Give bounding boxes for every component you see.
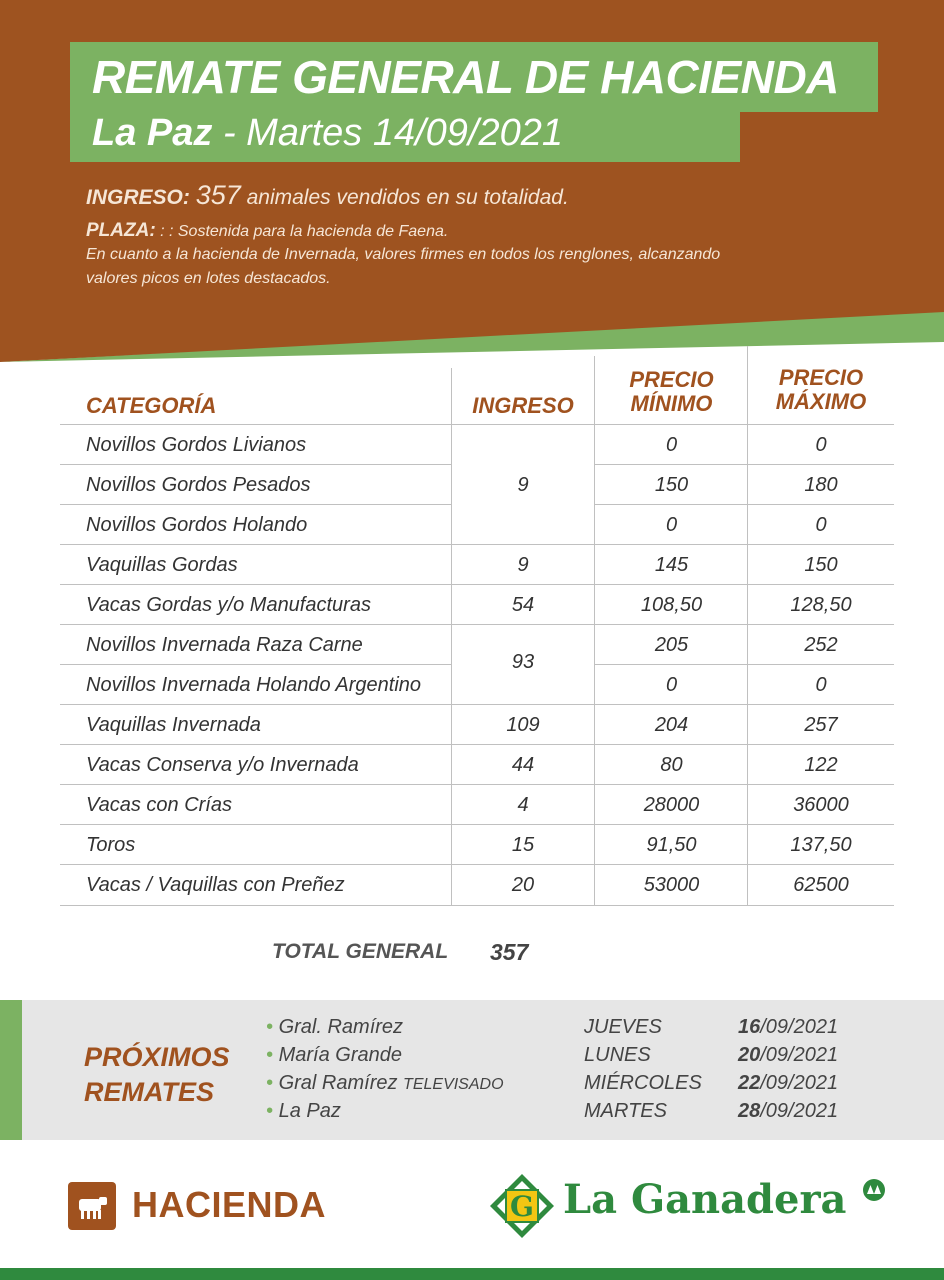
row-divider [60,824,894,825]
precio-minimo-cell: 145 [654,554,689,576]
precio-minimo-cell: 0 [665,674,678,696]
footer-bar [0,1268,944,1280]
row-divider [60,864,894,865]
categoria-cell: Vacas Conserva y/o Invernada [86,754,359,776]
plaza-summary: PLAZA: : : Sostenida para la hacienda de Faena. [86,220,449,241]
total-general-value: 357 [490,939,529,965]
remate-place: • La Paz [266,1100,341,1122]
precio-maximo-cell: 62500 [793,874,849,896]
column-header-precio-maximo: PRECIO MÁXIMO [775,365,867,414]
page-title: REMATE GENERAL DE HACIENDA [92,51,839,103]
precio-maximo-cell: 0 [815,514,827,536]
categoria-cell: Novillos Gordos Holando [86,514,308,536]
categoria-cell: Novillos Gordos Livianos [86,434,307,456]
precio-maximo-cell: 128,50 [790,594,852,616]
precio-maximo-cell: 257 [804,714,838,736]
categoria-cell: Vaquillas Gordas [86,554,238,576]
row-divider [60,544,894,545]
proximos-remates-title: PRÓXIMOS REMATES [84,1042,230,1107]
svg-text:G: G [510,1190,534,1223]
ingreso-cell: 9 [517,554,529,576]
plaza-description-line1: En cuanto a la hacienda de Invernada, valores firmes en todos los renglones, alcanzando [86,246,721,263]
row-divider [60,704,894,705]
row-divider [60,744,894,745]
row-divider [60,424,894,425]
column-header-ingreso: INGRESO [472,393,574,418]
categoria-cell: Vacas / Vaquillas con Preñez [86,874,345,896]
ingreso-cell: 54 [511,594,535,616]
precio-minimo-cell: 53000 [643,874,700,896]
categoria-cell: Vacas Gordas y/o Manufacturas [86,594,371,616]
row-divider [60,584,894,585]
row-divider [594,664,894,665]
precio-minimo-cell: 91,50 [646,834,697,856]
brand-mark-icon [862,1178,886,1207]
remate-day: MARTES [584,1100,667,1122]
precio-maximo-cell: 0 [815,674,827,696]
precio-maximo-cell: 150 [804,554,838,576]
row-divider [60,504,451,505]
row-divider [60,464,451,465]
ingreso-cell: 4 [517,794,529,816]
precio-minimo-cell: 80 [660,754,683,776]
plaza-description-line2: valores picos en lotes destacados. [86,270,331,287]
remate-day: JUEVES [584,1016,662,1038]
la-ganadera-logo [488,1172,556,1245]
row-divider [594,464,894,465]
categoria-cell: Vacas con Crías [86,794,232,816]
precio-minimo-cell: 0 [665,434,678,456]
remate-day: MIÉRCOLES [584,1072,702,1094]
row-divider [60,905,894,906]
column-header-precio-minimo: PRECIO MÍNIMO [629,367,714,416]
precio-maximo-cell: 0 [815,434,827,456]
precio-minimo-cell: 28000 [643,794,700,816]
ingreso-cell-novillos-invernada: 93 [511,651,535,673]
precio-maximo-cell: 180 [804,474,838,496]
ingreso-cell: 15 [511,834,535,856]
la-ganadera-brand: La Ganadera [563,1176,847,1223]
ingreso-cell: 20 [511,874,535,896]
row-divider [594,504,894,505]
ingreso-summary: INGRESO: 357 animales vendidos en su totalidad. [86,180,569,210]
ingreso-cell: 109 [506,714,540,736]
categoria-cell: Novillos Invernada Holando Argentino [86,674,422,696]
remate-date: 20/09/2021 [738,1044,839,1066]
row-divider [60,664,451,665]
precio-maximo-cell: 36000 [793,794,849,816]
hacienda-label: HACIENDA [132,1184,327,1225]
precio-maximo-cell: 252 [804,634,838,656]
precio-minimo-cell: 205 [654,634,689,656]
precio-maximo-cell: 137,50 [790,834,852,856]
ingreso-cell-novillos-gordos: 9 [517,474,529,496]
ingreso-cell: 44 [511,754,535,776]
precio-minimo-cell: 0 [665,514,678,536]
remate-date: 22/09/2021 [738,1072,839,1094]
remate-place: • Gral. Ramírez [266,1016,404,1038]
categoria-cell: Vaquillas Invernada [86,714,261,736]
total-general-label: TOTAL GENERAL [272,940,449,963]
remate-date: 28/09/2021 [738,1100,839,1122]
remate-date: 16/09/2021 [738,1016,839,1038]
remate-day: LUNES [584,1044,651,1066]
remate-place: • María Grande [266,1044,402,1066]
row-divider [60,624,894,625]
categoria-cell: Novillos Gordos Pesados [86,474,311,496]
categoria-cell: Toros [86,834,136,856]
column-divider [747,346,748,906]
cow-icon [68,1182,116,1230]
row-divider [60,784,894,785]
categoria-cell: Novillos Invernada Raza Carne [86,634,363,656]
remate-place: • Gral Ramírez TELEVISADO [266,1072,504,1094]
precio-minimo-cell: 150 [654,474,689,496]
precio-minimo-cell: 204 [654,714,689,736]
precio-minimo-cell: 108,50 [640,594,703,616]
proximos-remates-accent [0,1000,22,1140]
column-header-categoria: CATEGORÍA [86,393,217,418]
precio-maximo-cell: 122 [804,754,838,776]
column-divider [451,368,452,906]
page-subtitle: La Paz - Martes 14/09/2021 [92,112,564,154]
